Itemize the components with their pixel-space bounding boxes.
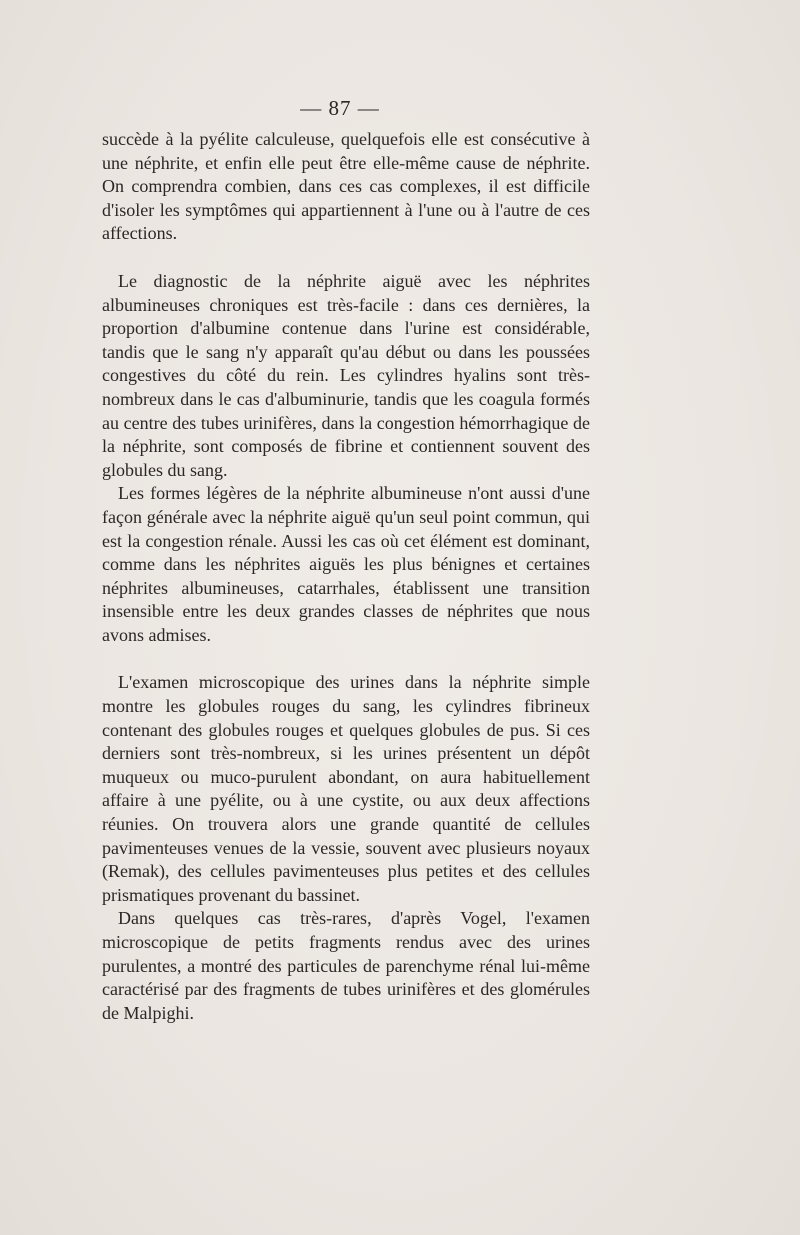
body-text (102, 128, 590, 1025)
paragraph-3: Les formes légères de la néphrite albumineuse n'ont aussi d'une façon générale avec la néphrite aiguë qu'un seul point commun, qui est la congestion rénale. Aussi les cas où cet élément est dominant, comme dans les néphrites aiguës les plus bénignes et certaines néphrites albumineuses, catarrhales, établissent une transition insensible entre les deux grandes classes de néphrites que nous avons admises. (102, 483, 590, 645)
paragraph-1: succède à la pyélite calculeuse, quelquefois elle est consécutive à une néphrite, et enfin elle peut être elle-même cause de néphrite. On comprendra combien, dans ces cas complexes, il est difficile d'isoler les symptômes qui appartiennent à l'une ou à l'autre de ces affections. (102, 129, 590, 244)
paragraph-5: Dans quelques cas très-rares, d'après Vogel, l'examen microscopique de petits fragments rendus avec des urines purulentes, a montré des particules de parenchyme rénal lui-même caractérisé par des fragments de tubes urinifères et des glomérules de Malpighi. (102, 908, 590, 1023)
paragraph-4: L'examen microscopique des urines dans la néphrite simple montre les globules rouges du sang, les cylindres fibrineux contenant des globules rouges et quelques globules de pus. Si ces derniers sont très-nombreux, si les urines présentent un dépôt muqueux ou muco-purulent abondant, on aura habituellement affaire à une pyélite, ou à une cystite, ou aux deux affections réunies. On trouvera alors une grande quantité de cellules pavimenteuses venues de la vessie, souvent avec plusieurs noyaux (Remak), des cellules pavimenteuses plus petites et des cellules prismatiques provenant du bassinet. (102, 672, 590, 905)
page-number: — 87 — (300, 96, 380, 120)
paragraph-2: Le diagnostic de la néphrite aiguë avec les néphrites albumineuses chroniques est très-facile : dans ces dernières, la proportion d'albumine contenue dans l'urine est considérable, tandis que le sang n'y apparaît qu'au début ou dans les poussées congestives du côté du rein. Les cylindres hyalins sont très-nombreux dans le cas d'albuminurie, tandis que les coagula formés au centre des tubes urinifères, dans la congestion hémorrhagique de la néphrite, sont composés de fibrine et contiennent souvent des globules du sang. (102, 270, 590, 480)
